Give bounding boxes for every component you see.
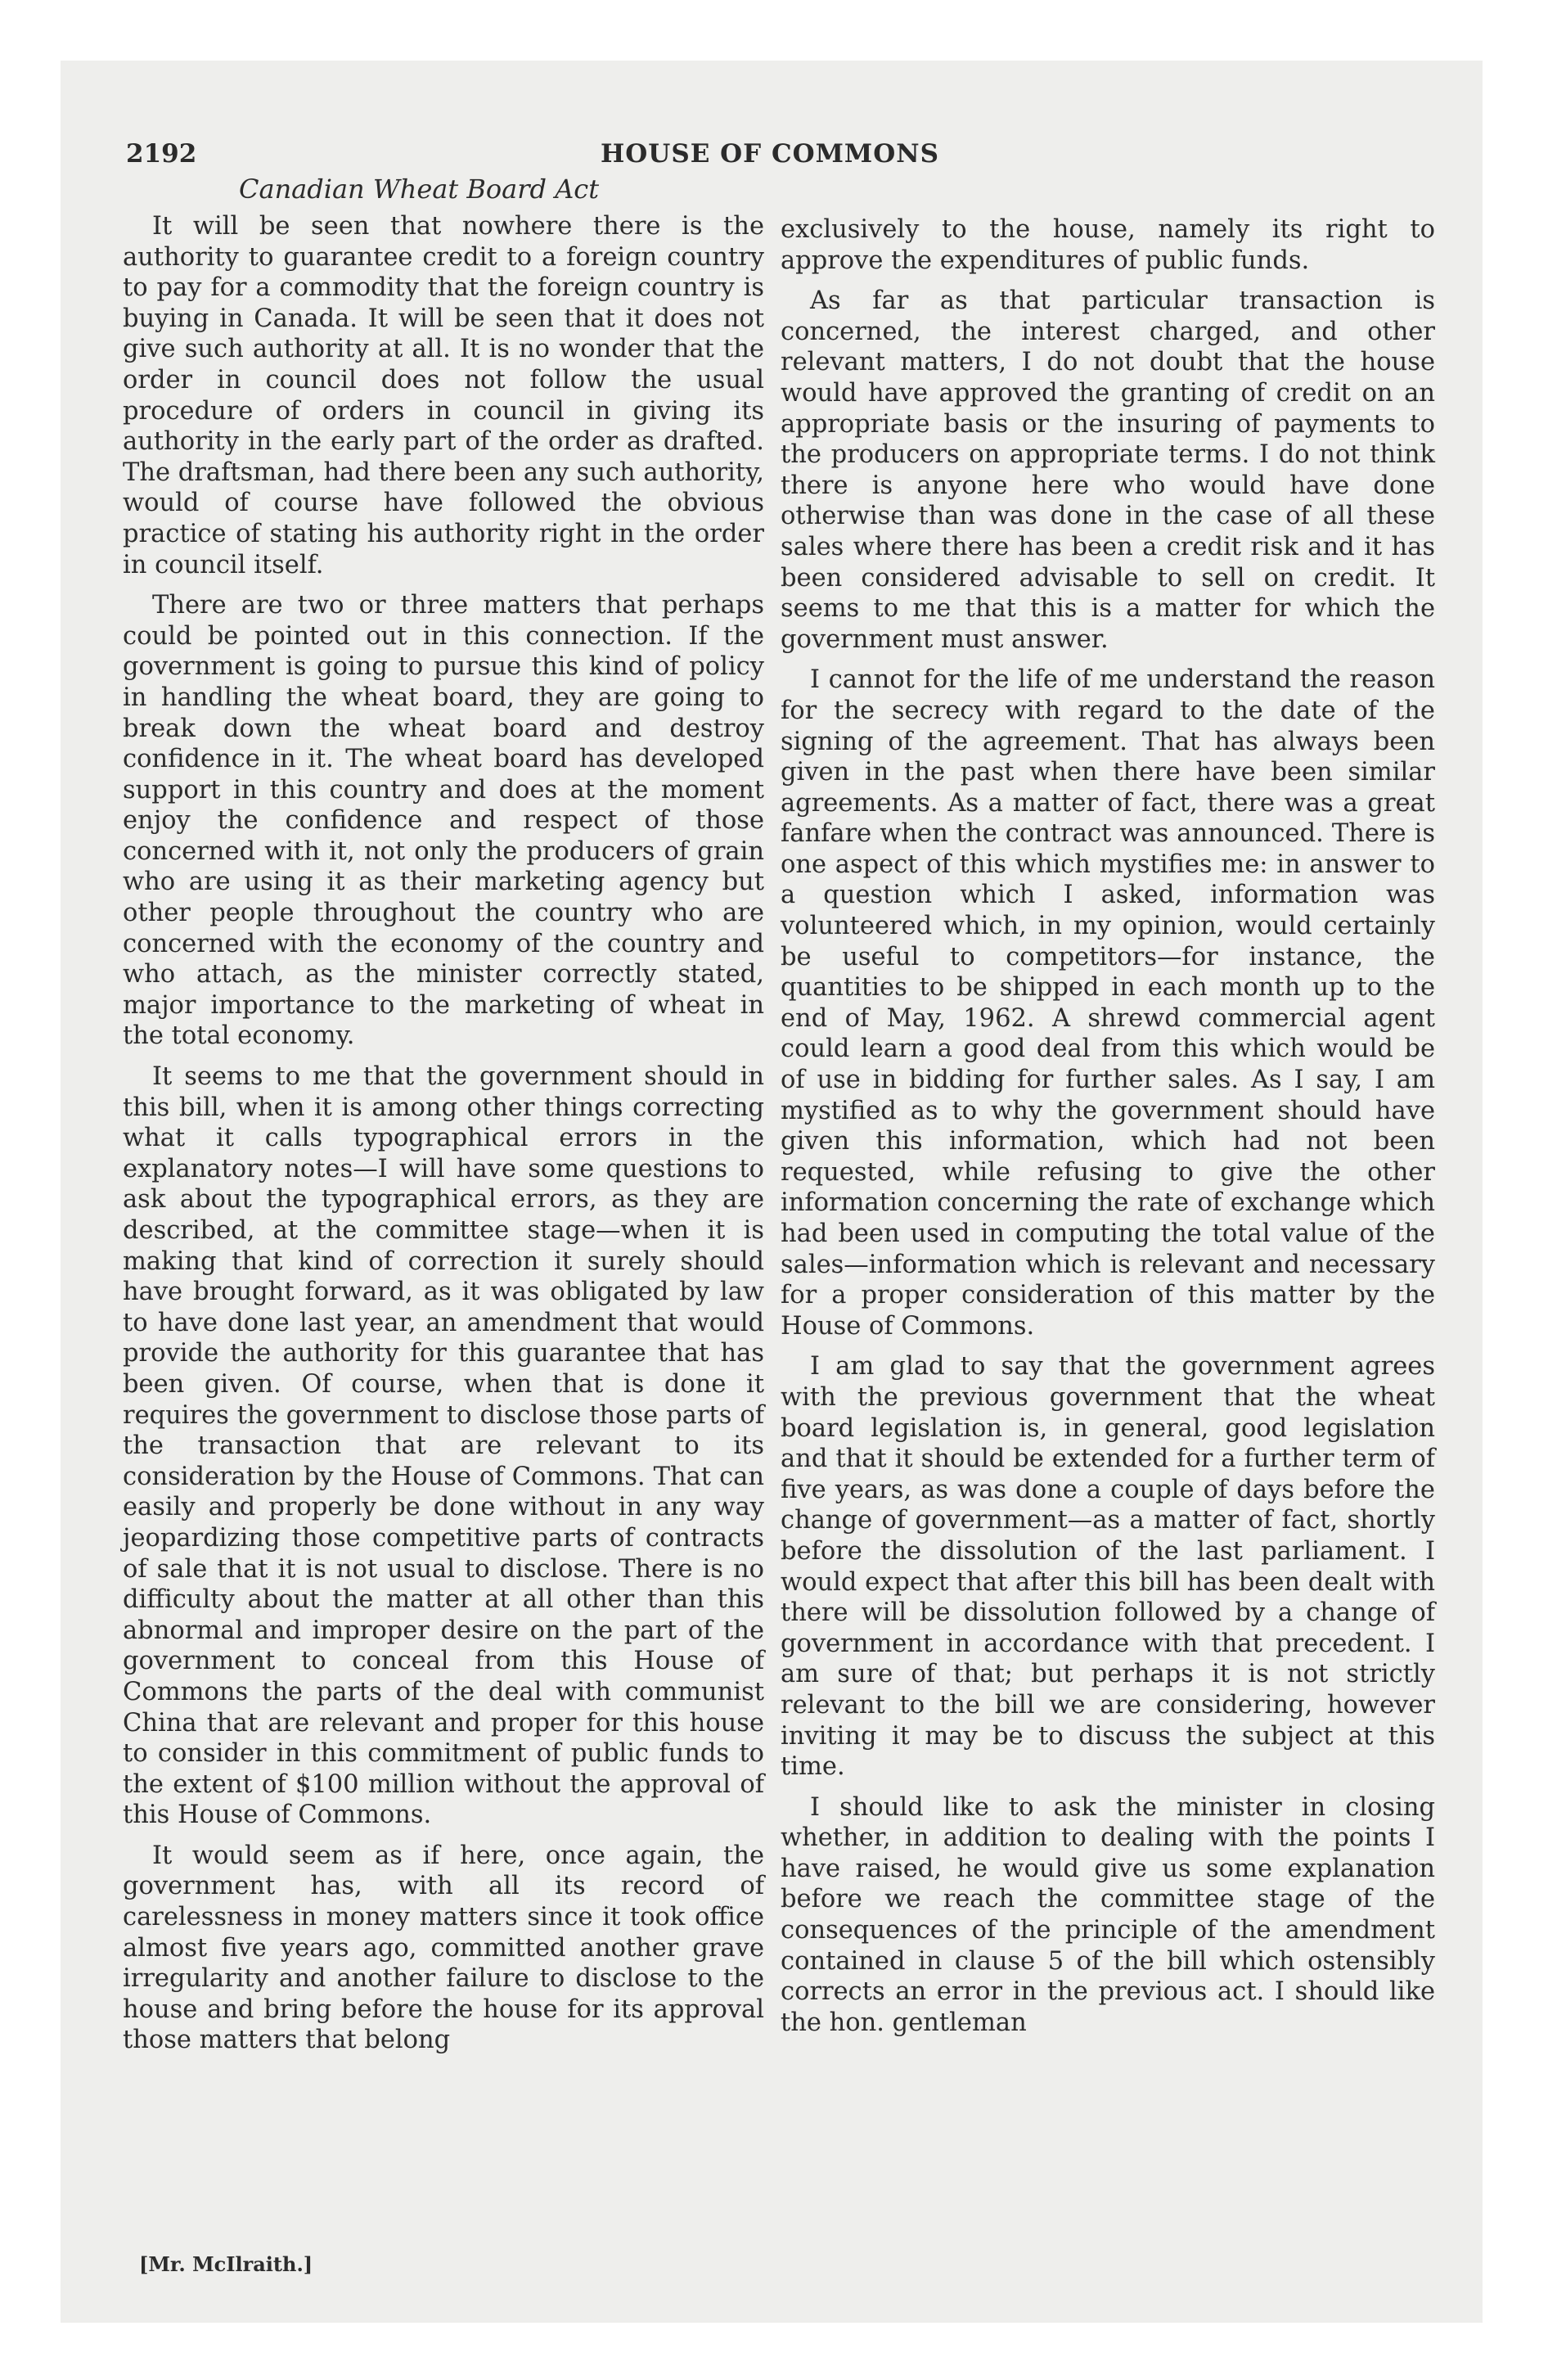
paragraph: As far as that particular transaction is concerned, the interest charged, and other relevant matters, I do not doubt that the house would have approved the granting of credit on an appropriate basis or the insuring of payments to the producers on appropriate terms. I do not think there is anyone here who would have done otherwise than was done in the case of all these sales where there has been a credit risk and it has been considered advisable to sell on credit. It seems to me that this is a matter for which the government must answer. (781, 286, 1435, 654)
paragraph-continued: exclusively to the house, namely its right to approve the expenditures of public funds. (781, 215, 1435, 275)
right-column (781, 214, 1435, 2048)
paragraph: I cannot for the life of me understand the reason for the secrecy with regard to the date of the signing of the agreement. That has always been given in the past when there have been similar agreements. As a matter of fact, there was a great fanfare when the contract was announced. There is one aspect of this which mystifies me: in answer to a question which I asked, information was volunteered which, in my opinion, would certainly be useful to competitors—for instance, the quantities to be shipped in each month up to the end of May, 1962. A shrewd commercial agent could learn a good deal from this which would be of use in bidding for further sales. As I say, I am mystified as to why the government should have given this information, which had not been requested, while refusing to give the other information concerning the rate of exchange which had been used in computing the total value of the sales—information which is relevant and necessary for a proper consideration of this matter by the House of Commons. (781, 665, 1435, 1341)
paragraph: There are two or three matters that perhaps could be pointed out in this connection. If the government is going to pursue this kind of policy in handling the wheat board, they are going to break down the wheat board and destroy confidence in it. The wheat board has developed support in this country and does at the moment enjoy the confidence and respect of those concerned with it, not only the producers of grain who are using it as their marketing agency but other people throughout the country who are concerned with the economy of the country and who attach, as the minister correctly stated, major importance to the marketing of wheat in the total economy. (123, 591, 764, 1051)
speaker-attribution: [Mr. McIlraith.] (139, 2252, 313, 2276)
document-page (61, 61, 1483, 2323)
paragraph: It seems to me that the government should in this bill, when it is among other things correcting what it calls typographical errors in the explanatory notes—I will have some questions to ask about the typographical errors, as they are described, at the committee stage—when it is making that kind of correction it surely should have brought forward, as it was obligated by law to have done last year, an amendment that would provide the authority for this guarantee that has been given. Of course, when that is done it requires the government to disclose those parts of the transaction that are relevant to its consideration by the House of Commons. That can easily and properly be done without in any way jeopardizing those competitive parts of contracts of sale that it is not usual to disclose. There is no difficulty about the matter at all other than this abnormal and improper desire on the part of the government to conceal from this House of Commons the parts of the deal with communist China that are relevant and proper for this house to consider in this commitment of public funds to the extent of $100 million without the approval of this House of Commons. (123, 1062, 764, 1830)
subject-heading: Canadian Wheat Board Act (239, 174, 600, 205)
paragraph: It will be seen that nowhere there is the authority to guarantee credit to a foreign country to pay for a commodity that the foreign country is buying in Canada. It will be seen that it does not give such authority at all. It is no wonder that the order in council does not follow the usual procedure of orders in council in giving its authority in the early part of the order as drafted. The draftsman, had there been any such authority, would of course have followed the obvious practice of stating his authority right in the order in council itself. (123, 212, 764, 579)
page-number: 2192 (126, 139, 197, 169)
paragraph: It would seem as if here, once again, the government has, with all its record of carelessness in money matters since it took office almost five years ago, committed another grave irregularity and another failure to disclose to the house and bring before the house for its approval those matters that belong (123, 1841, 764, 2055)
paragraph: I am glad to say that the government agrees with the previous government that the wheat board legislation is, in general, good legislation and that it should be extended for a further term of five years, as was done a couple of days before the change of government—as a matter of fact, shortly before the dissolution of the last parliament. I would expect that after this bill has been dealt with there will be dissolution followed by a change of government in accordance with that precedent. I am sure of that; but perhaps it is not strictly relevant to the bill we are considering, however inviting it may be to discuss the subject at this time. (781, 1352, 1435, 1782)
left-column (123, 211, 764, 2066)
paragraph: I should like to ask the minister in closing whether, in addition to dealing with the points I have raised, he would give us some explanation before we reach the committee stage of the consequences of the principle of the amendment contained in clause 5 of the bill which ostensibly corrects an error in the previous act. I should like the hon. gentleman (781, 1792, 1435, 2037)
running-head: HOUSE OF COMMONS (601, 139, 939, 169)
